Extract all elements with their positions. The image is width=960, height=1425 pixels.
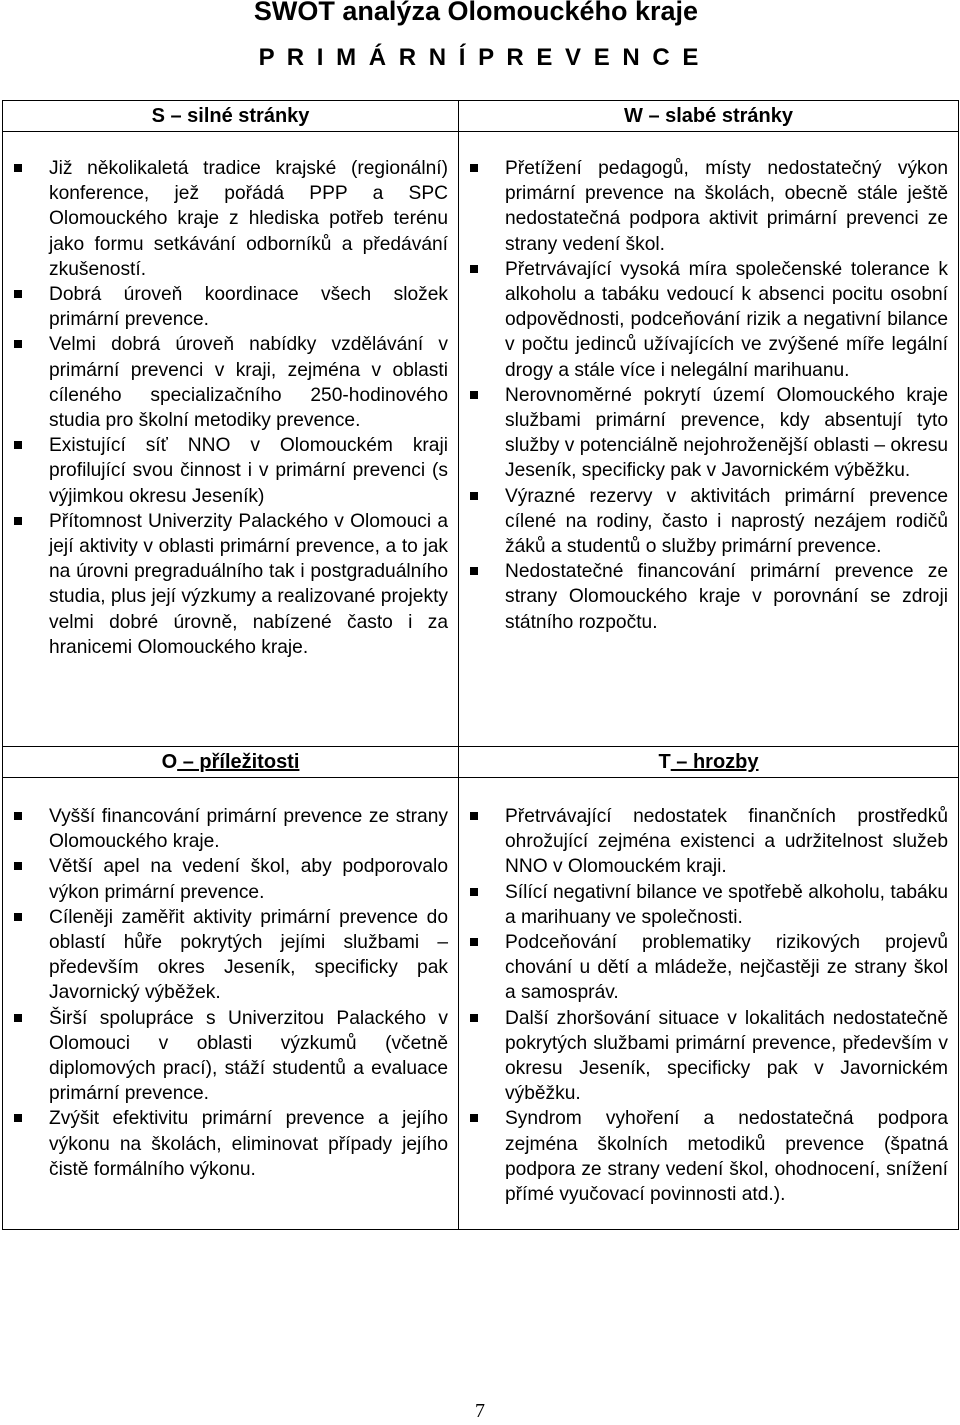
swot-content-row-bottom bbox=[3, 778, 959, 1230]
opportunity-text: Cíleněji zaměřit aktivity primární prevence do oblastí hůře pokrytých jejími službami – především okres Jeseník, specificky pak Javornický výběžek. bbox=[49, 906, 448, 1004]
document-subtitle: P R I M Á R N Í P R E V E N C E bbox=[258, 44, 702, 71]
strengths-cell bbox=[3, 132, 459, 747]
list-item bbox=[469, 156, 948, 257]
strengths-list bbox=[13, 156, 448, 660]
bullet-icon bbox=[470, 938, 478, 946]
bullet-icon bbox=[470, 391, 478, 399]
swot-table bbox=[2, 100, 959, 1230]
bullet-icon bbox=[470, 812, 478, 820]
list-item bbox=[469, 880, 948, 930]
strengths-heading bbox=[3, 101, 459, 132]
bullet-icon bbox=[470, 888, 478, 896]
threat-text: Sílící negativní bilance ve spotřebě alkoholu, tabáku a marihuany ve společnosti. bbox=[505, 881, 948, 928]
list-item bbox=[469, 804, 948, 880]
weakness-text: Výrazné rezervy v aktivitách primární prevence cílené na rodiny, často i naprostý nezájem rodičů žáků a studentů o služby primární prevence. bbox=[505, 485, 948, 558]
bullet-icon bbox=[470, 1114, 478, 1122]
opportunity-text: Zvýšit efektivitu primární prevence a jejího výkonu na školách, eliminovat případy jejího čistě formálního výkonu. bbox=[49, 1108, 448, 1180]
threat-text: Přetrvávající nedostatek finančních prostředků ohrožující zejména existenci a udržitelnost služeb NNO v Olomouckém kraji. bbox=[505, 806, 948, 878]
list-item bbox=[469, 930, 948, 1006]
opportunity-text: Větší apel na vedení škol, aby podporovalo výkon primární prevence. bbox=[49, 856, 448, 903]
bullet-icon bbox=[14, 862, 22, 870]
bullet-icon bbox=[470, 1014, 478, 1022]
bullet-icon bbox=[14, 913, 22, 921]
list-item bbox=[13, 1106, 448, 1182]
list-item bbox=[13, 1006, 448, 1107]
strength-text: Velmi dobrá úroveň nabídky vzdělávání v primární prevenci v kraji, zejména v oblasti cíleného specializačního 250-hodinového studia pro školní metodiky prevence. bbox=[49, 334, 448, 432]
opportunities-list bbox=[13, 804, 448, 1182]
opportunities-cell bbox=[3, 778, 459, 1230]
list-item bbox=[13, 804, 448, 854]
threats-list bbox=[469, 804, 948, 1207]
weakness-text: Přetrvávající vysoká míra společenské tolerance k alkoholu a tabáku vedoucí k absenci pocitu osobní odpovědnosti, podceňování rizik a negativní bilance v počtu jedinců užívajících ve zvýšené míře legální drogy a stále více i nelegální marihuanu. bbox=[505, 258, 948, 381]
weakness-text: Nedostatečné financování primární prevence ze strany Olomouckého kraje v porovnání se zdroji státního rozpočtu. bbox=[505, 561, 948, 633]
opportunities-heading-letter: O bbox=[161, 751, 178, 773]
strength-text: Existující síť NNO v Olomouckém kraji profilující svou činnost i v primární prevenci (s výjimkou okresu Jeseník) bbox=[49, 435, 448, 507]
bullet-icon bbox=[14, 164, 22, 172]
list-item bbox=[13, 509, 448, 660]
bullet-icon bbox=[14, 812, 22, 820]
bullet-icon bbox=[14, 517, 22, 525]
list-item bbox=[13, 282, 448, 332]
swot-content-row-top bbox=[3, 132, 959, 747]
strengths-heading-letter: S bbox=[151, 105, 165, 127]
weaknesses-cell bbox=[459, 132, 959, 747]
weaknesses-heading bbox=[459, 101, 959, 132]
list-item bbox=[469, 257, 948, 383]
weaknesses-heading-letter: W bbox=[624, 105, 643, 127]
bullet-icon bbox=[14, 340, 22, 348]
list-item bbox=[13, 156, 448, 282]
strength-text: Přítomnost Univerzity Palackého v Olomouci a její aktivity v oblasti primární prevence, a to jak na úrovni pregraduálního tak i postgraduálního studia, plus její výzkumy a realizované projekty velmi dobré úrovně, nabízené často i za hranicemi Olomouckého kraje. bbox=[49, 510, 448, 658]
threats-cell bbox=[459, 778, 959, 1230]
bullet-icon bbox=[470, 164, 478, 172]
weaknesses-heading-text: – slabé stránky bbox=[642, 105, 793, 127]
strength-text: Již několikaletá tradice krajské (regionální) konference, jež pořádá PPP a SPC Olomouckého kraje z hlediska potřeb terénu jako formu setkávání odborníků a předávání zkušeností. bbox=[49, 158, 448, 280]
page-number: 7 bbox=[475, 1400, 485, 1422]
list-item bbox=[469, 1106, 948, 1207]
threat-text: Další zhoršování situace v lokalitách nedostatečně pokrytých službami primární prevence, především v okresu Jeseník, specificky pak v Javornickém výběžku. bbox=[505, 1007, 948, 1105]
list-item bbox=[13, 433, 448, 509]
bullet-icon bbox=[14, 1114, 22, 1122]
bullet-icon bbox=[470, 492, 478, 500]
opportunities-heading-text: – příležitosti bbox=[177, 751, 300, 773]
list-item bbox=[13, 905, 448, 1006]
swot-header-row-bottom bbox=[3, 747, 959, 778]
list-item bbox=[469, 1006, 948, 1107]
bullet-icon bbox=[14, 441, 22, 449]
strengths-heading-text: – silné stránky bbox=[164, 105, 310, 127]
weakness-text: Přetížení pedagogů, místy nedostatečný výkon primární prevence na školách, obecně stále ještě nedostatečná podpora aktivit primární prevenci ze strany vedení škol. bbox=[505, 158, 948, 255]
opportunity-text: Vyšší financování primární prevence ze strany Olomouckého kraje. bbox=[49, 806, 448, 853]
list-item bbox=[13, 332, 448, 433]
threats-heading bbox=[459, 747, 959, 778]
bullet-icon bbox=[470, 567, 478, 575]
swot-header-row-top bbox=[3, 101, 959, 132]
list-item bbox=[469, 383, 948, 484]
weaknesses-list bbox=[469, 156, 948, 635]
threats-heading-letter: T bbox=[658, 751, 671, 773]
list-item bbox=[13, 854, 448, 904]
bullet-icon bbox=[14, 290, 22, 298]
weakness-text: Nerovnoměrné pokrytí území Olomouckého kraje službami primární prevence, kdy absentují tyto služby v potenciálně nejohroženější oblasti – okresu Jeseník, specificky pak v Javornickém výběžku. bbox=[505, 384, 948, 482]
threats-heading-text: – hrozby bbox=[670, 751, 759, 773]
opportunity-text: Širší spolupráce s Univerzitou Palackého v Olomouci v oblasti výzkumů (včetně diplomových prací), stáží studentů a evaluace primární prevence. bbox=[49, 1007, 448, 1105]
threat-text: Podceňování problematiky rizikových projevů chování u dětí a mládeže, nejčastěji ze strany škol a samospráv. bbox=[505, 932, 948, 1004]
threat-text: Syndrom vyhoření a nedostatečná podpora zejména školních metodiků prevence (špatná podpora ze strany vedení škol, ohodnocení, snížení přímé vyučovací povinnosti atd.). bbox=[505, 1108, 948, 1206]
bullet-icon bbox=[14, 1014, 22, 1022]
document-title: SWOT analýza Olomouckého kraje bbox=[253, 0, 699, 26]
list-item bbox=[469, 484, 948, 560]
bullet-icon bbox=[470, 265, 478, 273]
strength-text: Dobrá úroveň koordinace všech složek primární prevence. bbox=[49, 284, 448, 331]
opportunities-heading bbox=[3, 747, 459, 778]
list-item bbox=[469, 559, 948, 635]
